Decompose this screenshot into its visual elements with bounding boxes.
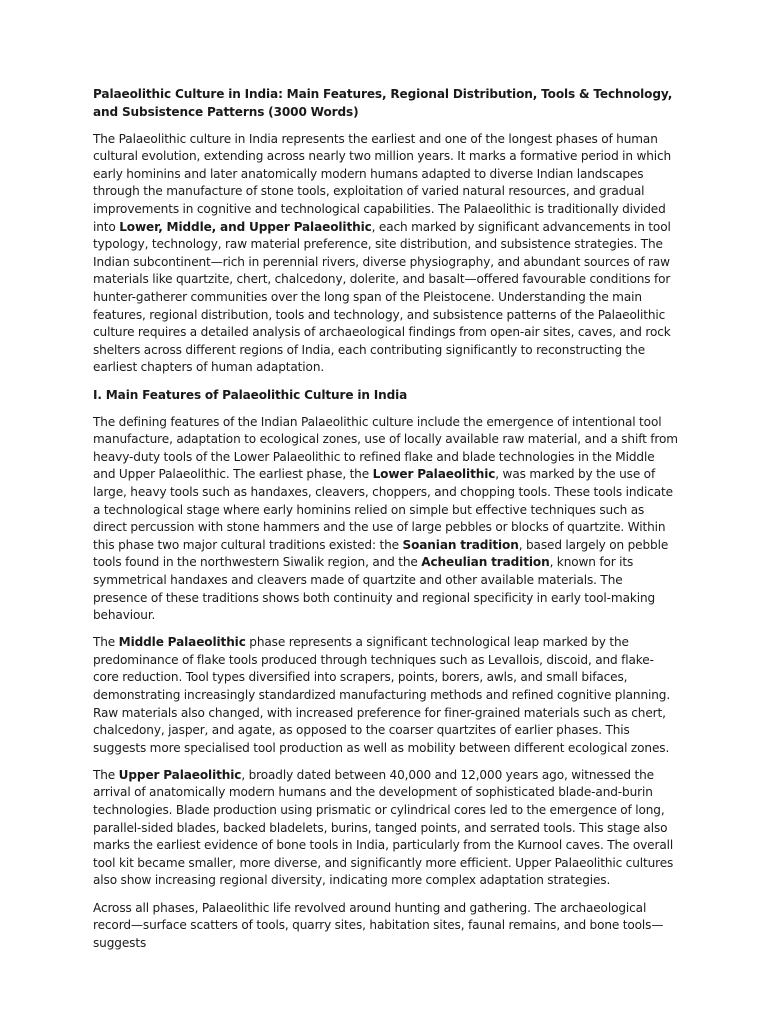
intro-bold-phases: Lower, Middle, and Upper Palaeolithic: [119, 219, 372, 234]
middle-text-1: The: [93, 635, 119, 650]
lower-text-4: , known for its symmetrical handaxes and cleavers made of quartzite and other available materials. The presence of these traditions shows both continuity and regional specificity in early tool-making behaviour.: [93, 555, 656, 623]
soanian-bold-term: Soanian tradition: [402, 537, 519, 552]
intro-paragraph: [93, 131, 678, 377]
document-body: [93, 86, 678, 962]
middle-text-2: phase represents a significant technological leap marked by the predominance of flake tools produced through techniques such as Levallois, discoid, and flake-core reduction. Tool types diversified into scrapers, points, borers, awls, and small bifaces, demonstrating increasingly standardized manufacturing methods and refined cognitive planning. Raw materials also changed, with increased preference for finer-grained materials such as chert, chalcedony, jasper, and agate, as opposed to the coarser quartzites of earlier phases. This suggests more specialised tool production as well as mobility between different ecological zones.: [93, 635, 671, 755]
lower-text-2: , was marked by the use of large, heavy tools such as handaxes, cleavers, choppers, and chopping tools. These tools indicate a technological stage where early hominins relied on simple but effective techniques such as direct percussion with stone hammers and the use of large pebbles or blocks of quartzite. Within this phase two major cultural traditions existed: the: [93, 467, 673, 552]
lower-palaeolithic-paragraph: [93, 414, 678, 625]
upper-text-1: The: [93, 767, 119, 782]
phases-paragraph: Across all phases, Palaeolithic life revolved around hunting and gathering. The archaeological record—surface scatters of tools, quarry sites, habitation sites, faunal remains, and bone tools—suggests: [93, 900, 664, 950]
upper-palaeolithic-paragraph: [93, 767, 678, 890]
middle-palaeolithic-paragraph: [93, 634, 678, 757]
upper-text-2: , broadly dated between 40,000 and 12,000 years ago, witnessed the arrival of anatomically modern humans and the development of sophisticated blade-and-burin technologies. Blade production using prismatic or cylindrical cores led to the emergence of long, parallel-sided blades, backed bladelets, burins, tanged points, and serrated tools. This stage also marks the earliest evidence of bone tools in India, particularly from the Kurnool caves. The overall tool kit became smaller, more diverse, and significantly more efficient. Upper Palaeolithic cultures also show increasing regional diversity, indicating more complex adaptation strategies.: [93, 767, 674, 888]
intro-text-1: The Palaeolithic culture in India represents the earliest and one of the longest phases of human cultural evolution, extending across nearly two million years. It marks a formative period in which early hominins and later anatomically modern humans adapted to diverse Indian landscapes through the manufacture of stone tools, exploitation of varied natural resources, and gradual improvements in cognitive and technological capabilities. The Palaeolithic is traditionally divided into: [93, 131, 672, 234]
section-heading-main-features: I. Main Features of Palaeolithic Culture in India: [93, 387, 408, 402]
acheulian-bold-term: Acheulian tradition: [421, 555, 550, 570]
lower-text-3: , based largely on pebble tools found in the northwestern Siwalik region, and the: [93, 537, 669, 570]
intro-text-2: , each marked by significant advancements in tool typology, technology, raw material preference, site distribution, and subsistence strategies. The Indian subcontinent—rich in perennial rivers, diverse physiography, and abundant sources of raw materials like quartzite, chert, chalcedony, dolerite, and basalt—offered favourable conditions for hunter-gatherer communities over the long span of the Pleistocene. Understanding the main features, regional distribution, tools and technology, and subsistence patterns of the Palaeolithic culture requires a detailed analysis of archaeological findings from open-air sites, caves, and rock shelters across different regions of India, each contributing significantly to reconstructing the earliest chapters of human adaptation.: [93, 219, 671, 375]
upper-bold-term: Upper Palaeolithic: [118, 767, 242, 782]
document-title: Palaeolithic Culture in India: Main Features, Regional Distribution, Tools & Technology, and Subsistence Patterns (3000 Words): [93, 87, 673, 119]
middle-bold-term: Middle Palaeolithic: [118, 635, 246, 650]
lower-bold-term: Lower Palaeolithic: [372, 467, 496, 482]
lower-text-1: The defining features of the Indian Palaeolithic culture include the emergence of intentional tool manufacture, adaptation to ecological zones, use of locally available raw material, and a shift from heavy-duty tools of the Lower Palaeolithic to refined flake and blade technologies in the Middle and Upper Palaeolithic. The earliest phase, the: [93, 414, 678, 482]
